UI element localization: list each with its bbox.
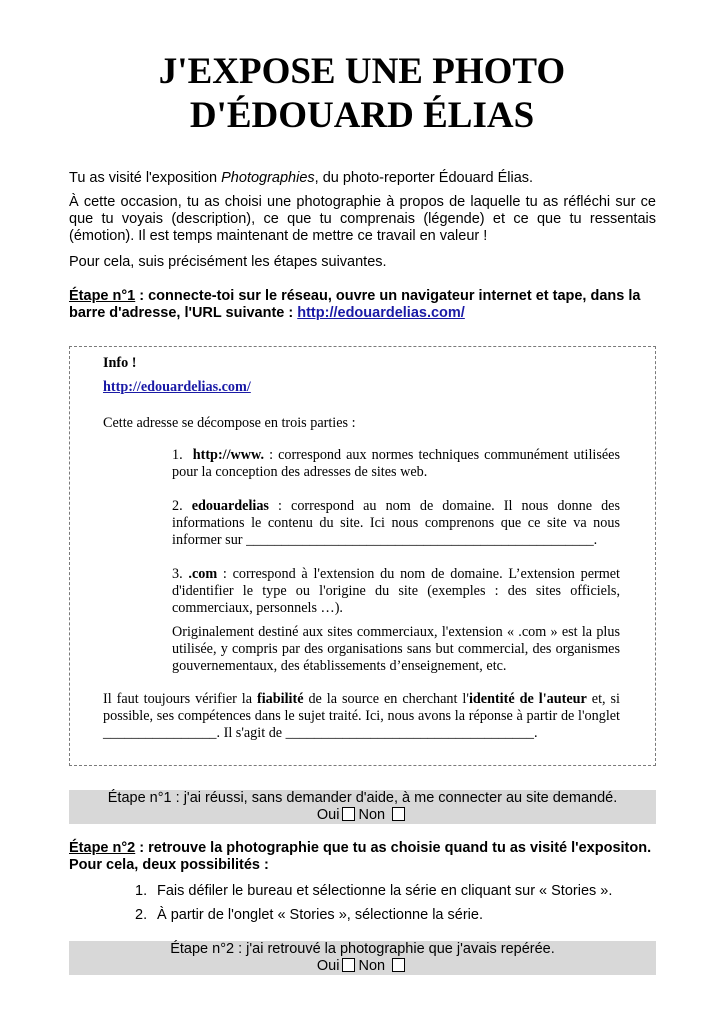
step1-oui-checkbox[interactable]: [342, 807, 355, 821]
step2-item-2-number: 2.: [135, 907, 148, 923]
info-item-2-blank[interactable]: _________________________________________________: [246, 532, 594, 548]
intro-paragraph-1: [69, 170, 656, 187]
step2-item-2-text: À partir de l'onglet « Stories », sélectionne la série.: [157, 907, 483, 923]
step2-label: Étape n°2: [69, 840, 136, 856]
step2-item-1-text: Fais défiler le bureau et sélectionne la série en cliquant sur « Stories ».: [157, 883, 613, 899]
step1-text: : connecte-toi sur le réseau, ouvre un navigateur internet et tape, dans la barre d'adresse, l'URL suivante :: [69, 288, 641, 321]
info-item-2-term: edouardelias: [191, 498, 269, 514]
final-note-blank-answer[interactable]: ___________________________________: [285, 725, 534, 741]
step1-check-options: [69, 807, 656, 824]
final-note-author: identité de l'auteur: [468, 691, 587, 707]
title-line-1: J'EXPOSE UNE PHOTO: [158, 51, 566, 92]
step1-non-checkbox[interactable]: [392, 807, 405, 821]
info-item-3: [172, 566, 620, 617]
info-box: [69, 346, 656, 766]
final-note-end: .: [533, 725, 538, 741]
step2-check-bar: [69, 941, 656, 975]
final-note-part-4: . Il s'agit de: [216, 725, 286, 741]
info-item-2-end: .: [593, 532, 598, 548]
final-note-part-3: et, si possible, ses compétences dans le sujet traité. Ici, nous avons la réponse à partir de l'onglet: [103, 691, 620, 724]
info-item-1: [172, 447, 620, 481]
step2-non-label: Non: [358, 958, 386, 974]
step1-oui-label: Oui: [316, 807, 340, 823]
step1-label: Étape n°1: [69, 288, 136, 304]
step2-list-item: [135, 883, 612, 900]
intro-paragraph-2: À cette occasion, tu as choisi une photographie à propos de laquelle tu as réfléchi sur ce que tu voyais (description), ce que tu comprenais (légende) et ce que tu ressentais (émotion). Il est temps maintenant de mettre ce travail en valeur !: [69, 194, 656, 244]
info-url: [103, 379, 251, 396]
intro-paragraph-3: Pour cela, suis précisément les étapes suivantes.: [69, 254, 387, 270]
step2-oui-checkbox[interactable]: [342, 958, 355, 972]
final-note-part-1: Il faut toujours vérifier la: [103, 691, 257, 707]
info-item-2-number: 2.: [172, 498, 183, 514]
info-item-3-number: 3.: [172, 566, 183, 582]
final-note-blank-tab[interactable]: ________________: [103, 725, 217, 741]
info-item-1-number: 1.: [172, 447, 183, 463]
intro-p1-start: Tu as visité l'exposition: [69, 170, 222, 186]
info-item-1-text: : correspond aux normes techniques communément utilisées pour la conception des adresses de sites web.: [172, 447, 621, 480]
step2-list-item: [135, 907, 483, 924]
step1-url-link[interactable]: http://edouardelias.com/: [297, 305, 465, 321]
info-item-3-extra: Originalement destiné aux sites commerciaux, l'extension « .com » est la plus utilisée, y compris par des organisations sans but commercial, des organismes gouvernementaux, des établissements d’enseignement, etc.: [172, 624, 620, 674]
step2-item-1-number: 1.: [135, 883, 148, 899]
exhibition-title: Photographies: [221, 170, 315, 186]
step2-check-text: Étape n°2 : j'ai retrouvé la photographie que j'avais repérée.: [170, 941, 555, 957]
step1-instruction: [69, 288, 656, 322]
step2-instruction: [69, 840, 656, 874]
info-item-1-term: http://www.: [192, 447, 265, 463]
title-line-2: D'ÉDOUARD ÉLIAS: [189, 95, 535, 136]
page-title: [60, 50, 664, 138]
step1-check-text: Étape n°1 : j'ai réussi, sans demander d'aide, à me connecter au site demandé.: [107, 790, 618, 806]
info-item-3-term: .com: [188, 566, 218, 582]
intro-p1-end: , du photo-reporter Édouard Élias.: [314, 170, 534, 186]
info-item-2: [172, 498, 620, 549]
info-intro: Cette adresse se décompose en trois parties :: [103, 415, 356, 431]
step2-non-checkbox[interactable]: [392, 958, 405, 972]
info-url-link[interactable]: http://edouardelias.com/: [103, 379, 251, 395]
step2-check-options: [69, 958, 656, 975]
final-note-part-2: de la source en cherchant l': [303, 691, 469, 707]
info-item-2-text: : correspond au nom de domaine. Il nous donne des informations le contenu du site. Ici nous comprenons que ce site va nous informer sur: [172, 498, 620, 548]
info-heading: Info !: [103, 355, 137, 371]
step2-oui-label: Oui: [316, 958, 340, 974]
info-final-note: [103, 691, 620, 742]
step1-check-bar: [69, 790, 656, 824]
step2-text: : retrouve la photographie que tu as choisie quand tu as visité l'expositon. Pour cela, deux possibilités :: [69, 840, 652, 873]
step1-non-label: Non: [358, 807, 386, 823]
info-item-3-text: : correspond à l'extension du nom de domaine. L’extension permet d'identifier le type ou l'origine du site (exemples : des sites officiels, commerciaux, personnels …).: [172, 566, 620, 616]
final-note-reliability: fiabilité: [257, 691, 304, 707]
